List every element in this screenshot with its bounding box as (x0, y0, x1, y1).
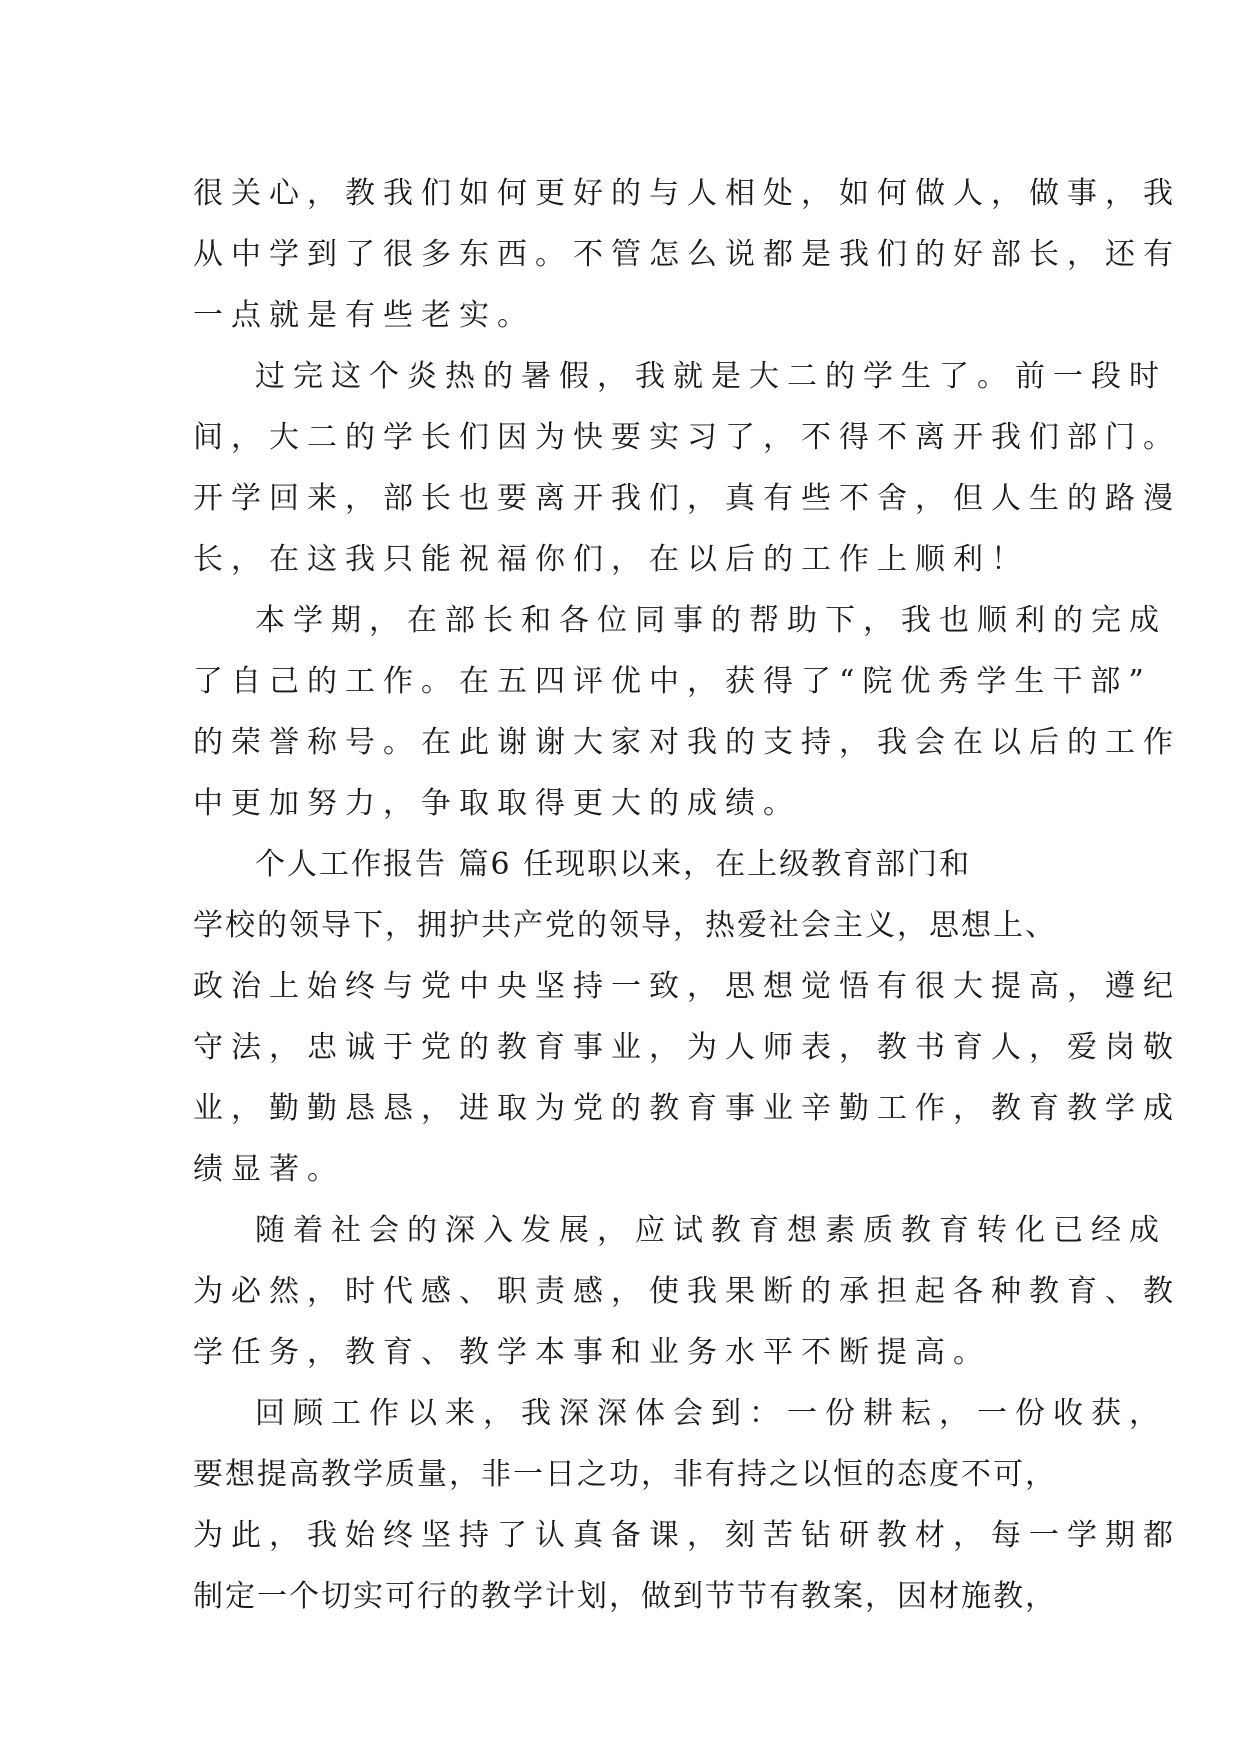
text-line: 要想提高教学质量，非一日之功，非有持之以恒的态度不可， (193, 1457, 1057, 1492)
paragraph-1 (193, 163, 1181, 346)
text-line: 绩显著。 (193, 1152, 345, 1187)
text-line: 制定一个切实可行的教学计划，做到节节有教案，因材施教， (193, 1579, 1057, 1614)
paragraph-2 (193, 346, 1181, 590)
text-line: 学任务，教育、教学本事和业务水平不断提高。 (193, 1335, 991, 1370)
text-line: 了自己的工作。在五四评优中，获得了“院优秀学生干部” (193, 664, 1152, 699)
paragraph-4 (193, 834, 1181, 1200)
text-line: 从中学到了很多东西。不管怎么说都是我们的好部长，还有 (193, 237, 1181, 272)
paragraph-5 (193, 1200, 1181, 1383)
text-line: 为此，我始终坚持了认真备课，刻苦钻研教材，每一学期都 (193, 1518, 1181, 1553)
text-line: 长，在这我只能祝福你们，在以后的工作上顺利！ (193, 542, 1029, 577)
paragraph-6 (193, 1383, 1181, 1627)
text-line: 守法，忠诚于党的教育事业，为人师表，教书育人，爱岗敬 (193, 1030, 1181, 1065)
text-line: 学校的领导下，拥护共产党的领导，热爱社会主义，思想上、 (193, 908, 1057, 943)
document-body (193, 163, 1181, 1627)
text-line: 政治上始终与党中央坚持一致，思想觉悟有很大提高，遵纪 (193, 969, 1181, 1004)
text-line: 为必然，时代感、职责感，使我果断的承担起各种教育、教 (193, 1274, 1181, 1309)
text-line: 业，勤勤恳恳，进取为党的教育事业辛勤工作，教育教学成 (193, 1091, 1181, 1126)
text-line: 回顾工作以来，我深深体会到：一份耕耘，一份收获， (255, 1396, 1167, 1431)
text-line: 一点就是有些老实。 (193, 298, 535, 333)
text-line: 随着社会的深入发展，应试教育想素质教育转化已经成 (255, 1213, 1167, 1248)
section-heading-line: 个人工作报告 篇6 任现职以来，在上级教育部门和 (255, 847, 972, 882)
text-line: 过完这个炎热的暑假，我就是大二的学生了。前一段时 (255, 359, 1167, 394)
text-line: 本学期，在部长和各位同事的帮助下，我也顺利的完成 (255, 603, 1167, 638)
text-line: 很关心，教我们如何更好的与人相处，如何做人，做事，我 (193, 176, 1181, 211)
paragraph-3 (193, 590, 1181, 834)
text-line: 开学回来，部长也要离开我们，真有些不舍，但人生的路漫 (193, 481, 1181, 516)
text-line: 中更加努力，争取取得更大的成绩。 (193, 786, 801, 821)
text-line: 的荣誉称号。在此谢谢大家对我的支持，我会在以后的工作 (193, 725, 1181, 760)
text-line: 间，大二的学长们因为快要实习了，不得不离开我们部门。 (193, 420, 1181, 455)
